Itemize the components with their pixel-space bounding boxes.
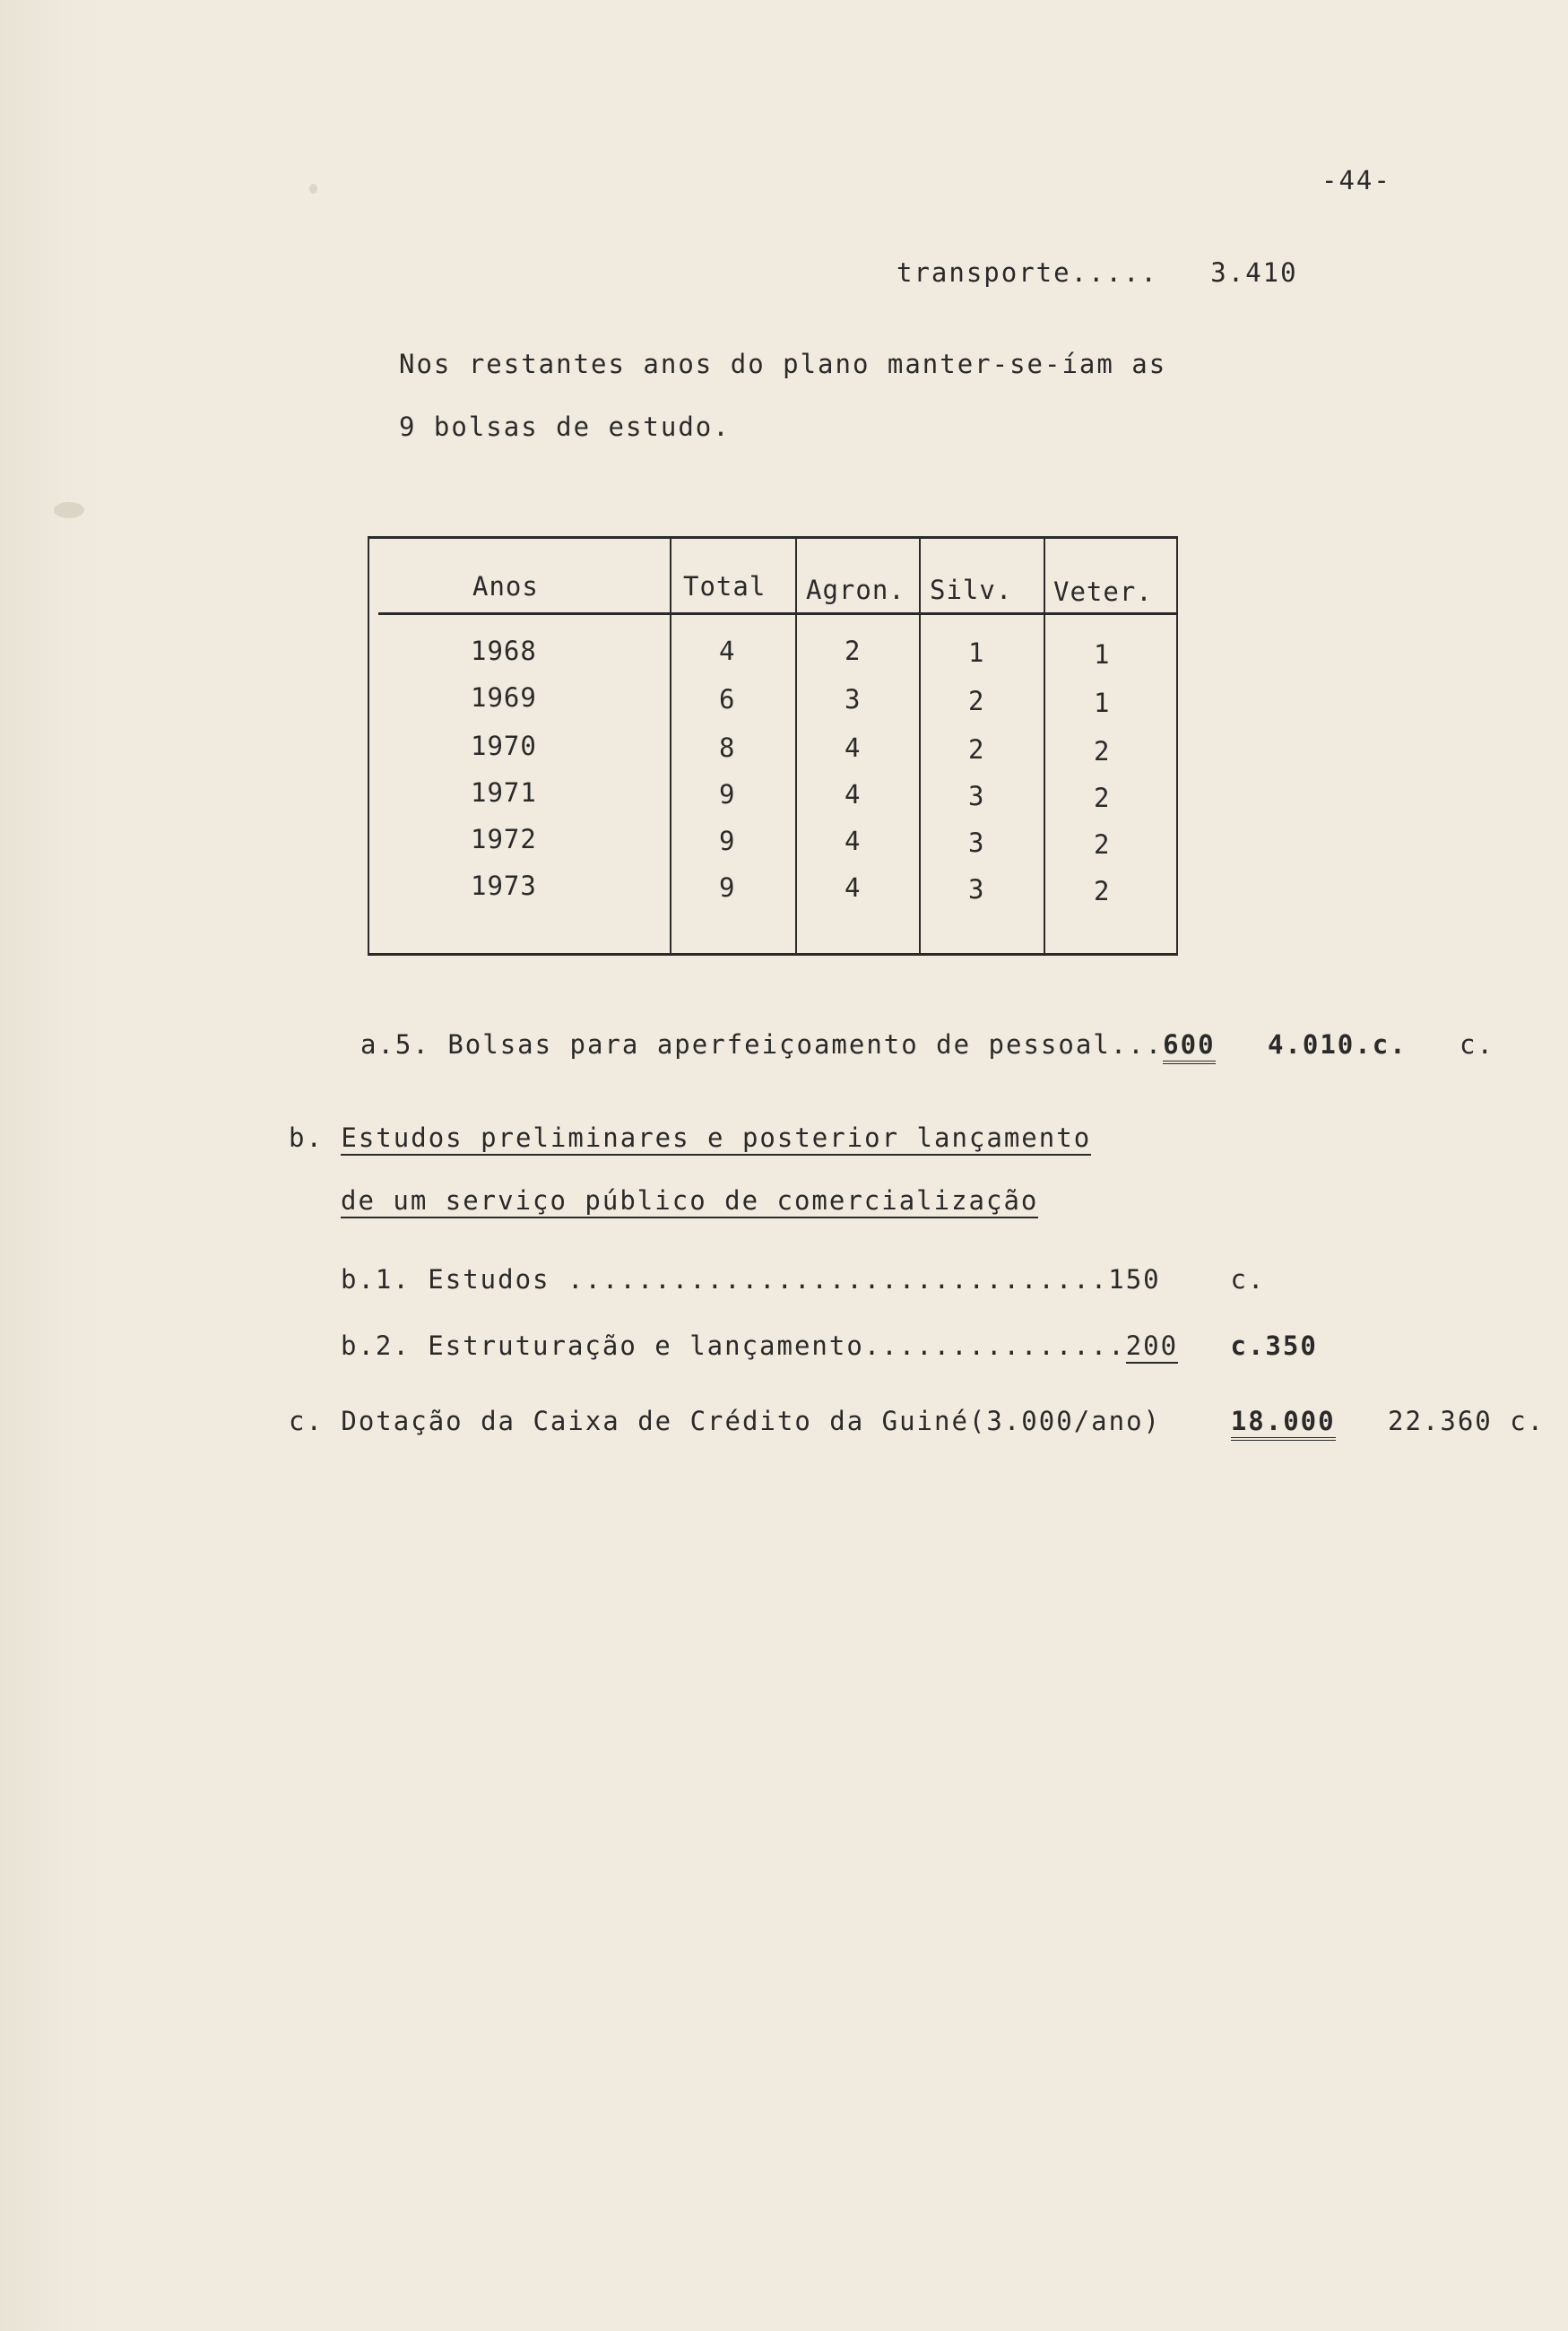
item-c-prefix: c.: [289, 1406, 324, 1436]
table-cell-year: 1973: [471, 871, 537, 901]
table-cell-veter: 2: [1094, 829, 1111, 860]
paragraph-line-2: 9 bolsas de estudo.: [399, 412, 731, 442]
table-cell-year: 1968: [471, 636, 537, 666]
page-binding-edge: [0, 0, 106, 2331]
table-cell-veter: 2: [1094, 736, 1111, 767]
table-cell-veter: 2: [1094, 876, 1111, 906]
table-cell-veter: 2: [1094, 783, 1111, 813]
item-b-title-2: [341, 1185, 1038, 1216]
item-a5-tail: c.: [1460, 1029, 1494, 1060]
table-cell-agron: 4: [845, 732, 862, 763]
item-a5-value: 600: [1163, 1029, 1215, 1064]
table-cell-silv: 1: [968, 637, 985, 668]
item-c-total: 22.360 c.: [1388, 1406, 1546, 1436]
table-cell-veter: 1: [1094, 688, 1111, 718]
table-divider: [919, 539, 921, 953]
table-cell-year: 1972: [471, 824, 537, 854]
table-cell-silv: 3: [968, 874, 985, 905]
item-b1: [341, 1264, 1265, 1295]
table-cell-total: 4: [719, 636, 736, 666]
table-cell-veter: 1: [1094, 639, 1111, 670]
item-c-value: 18.000: [1231, 1406, 1336, 1441]
item-b2-value: 200: [1126, 1330, 1178, 1364]
table-cell-total: 9: [719, 872, 736, 903]
item-b-prefix: b.: [289, 1122, 324, 1153]
item-a5-text: Bolsas para aperfeiçoamento de pessoal...: [447, 1029, 1164, 1060]
carry-over-line: [897, 257, 1298, 288]
page-number: -44-: [1321, 165, 1391, 195]
table-cell-total: 9: [719, 779, 736, 810]
stain-mark: [54, 502, 84, 518]
table-cell-agron: 2: [845, 636, 862, 666]
table-cell-agron: 4: [845, 779, 862, 810]
table-divider: [670, 539, 671, 953]
item-b2-label: b.2. Estruturação e lançamento: [341, 1330, 864, 1361]
table-header-silv: Silv.: [930, 575, 1013, 605]
item-b-title-line-1: Estudos preliminares e posterior lançamento: [341, 1122, 1091, 1156]
item-b1-tail: c.: [1230, 1264, 1266, 1295]
table-cell-silv: 3: [968, 781, 985, 811]
table-cell-silv: 2: [968, 734, 985, 765]
item-a5: [360, 1029, 1494, 1060]
item-b2-subtotal: c.350: [1230, 1330, 1318, 1361]
item-b1-label: b.1. Estudos: [341, 1264, 567, 1295]
item-a5-prefix: a.5.: [360, 1029, 430, 1060]
item-a5-subtotal: 4.010.c.: [1267, 1029, 1408, 1060]
stain-mark: [309, 184, 317, 194]
table-cell-total: 9: [719, 826, 736, 856]
item-b-title-line-2: de um serviço público de comercialização: [341, 1185, 1038, 1218]
table-cell-agron: 4: [845, 872, 862, 903]
item-c: [289, 1406, 1545, 1436]
table-cell-silv: 3: [968, 828, 985, 858]
table-cell-agron: 4: [845, 826, 862, 856]
item-b2: [341, 1330, 1318, 1361]
table-cell-total: 8: [719, 732, 736, 763]
table-cell-year: 1971: [471, 777, 537, 808]
table-header-veter: Veter.: [1053, 576, 1153, 607]
table-cell-agron: 3: [845, 684, 862, 715]
item-c-text: Dotação da Caixa de Crédito da Guiné(3.000/ano): [341, 1406, 1161, 1436]
table-cell-total: 6: [719, 684, 736, 715]
table-header-rule: [378, 612, 1176, 615]
carry-over-value: 3.410: [1210, 257, 1298, 288]
table-header-anos: Anos: [472, 571, 539, 602]
table-cell-silv: 2: [968, 686, 985, 716]
carry-over-label: transporte.....: [897, 257, 1158, 288]
scholarship-table: [368, 536, 1178, 956]
table-divider: [1044, 539, 1045, 953]
table-header-total: Total: [683, 571, 767, 602]
table-cell-year: 1970: [471, 731, 537, 761]
item-b1-dots: ...............................: [567, 1264, 1109, 1295]
table-header-agron: Agron.: [806, 575, 905, 605]
paragraph-line-1: Nos restantes anos do plano manter-se-íam as: [399, 349, 1167, 379]
table-divider: [795, 539, 797, 953]
table-cell-year: 1969: [471, 682, 537, 713]
item-b2-dots: ...............: [863, 1330, 1126, 1361]
item-b-title-1: [289, 1122, 1091, 1153]
item-b1-value: 150: [1108, 1264, 1161, 1295]
